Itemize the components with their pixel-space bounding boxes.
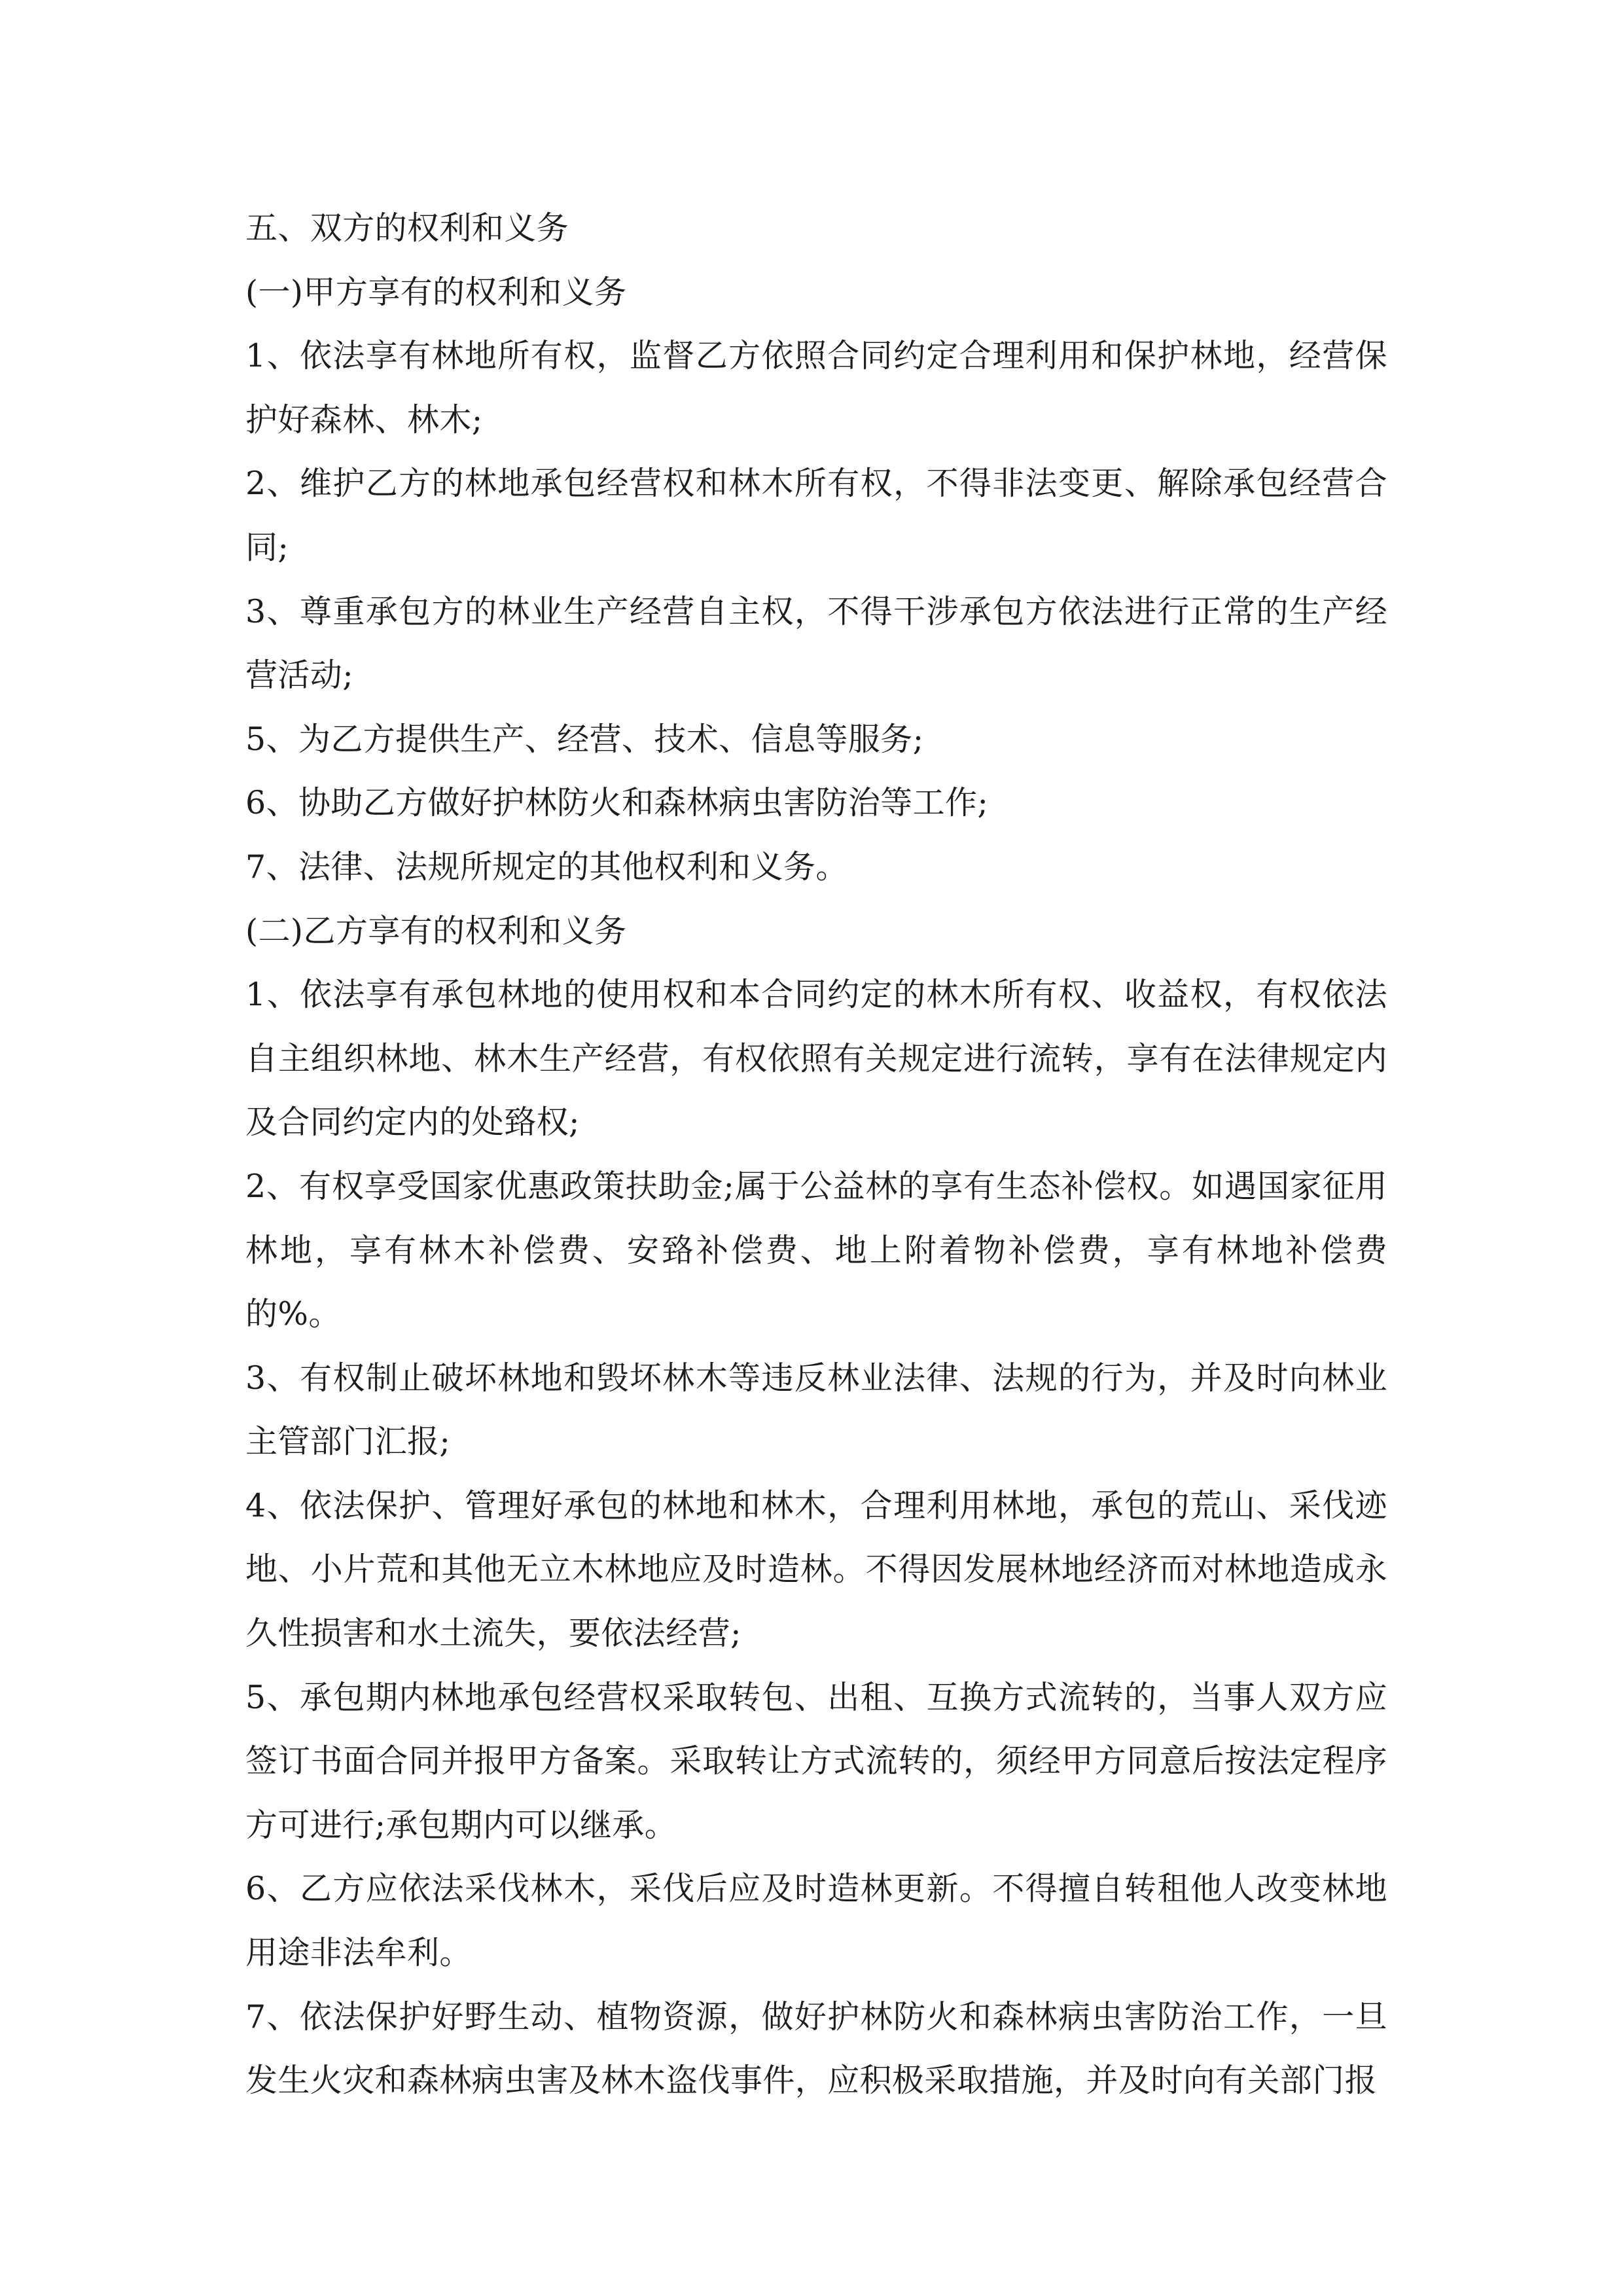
subsection-heading-party-a: (一)甲方享有的权利和义务 <box>245 273 627 311</box>
party-a-item-7: 7、法律、法规所规定的其他权利和义务。 <box>245 848 848 886</box>
party-a-item-1: 1、依法享有林地所有权，监督乙方依照合同约定合理利用和保护林地，经营保护好森林、林木; <box>245 337 1387 439</box>
party-b-item-7: 7、依法保护好野生动、植物资源，做好护林防火和森林病虫害防治工作，一旦发生火灾和森林病虫害及林木盗伐事件，应积极采取措施，并及时向有关部门报 <box>245 1998 1387 2100</box>
subsection-heading-party-b: (二)乙方享有的权利和义务 <box>245 912 627 950</box>
document-body <box>245 196 1387 2113</box>
party-a-item-5: 5、为乙方提供生产、经营、技术、信息等服务; <box>245 720 924 758</box>
party-a-item-6: 6、协助乙方做好护林防火和森林病虫害防治等工作; <box>245 784 989 822</box>
party-b-item-5: 5、承包期内林地承包经营权采取转包、出租、互换方式流转的，当事人双方应签订书面合同并报甲方备案。采取转让方式流转的，须经甲方同意后按法定程序方可进行;承包期内可以继承。 <box>245 1678 1387 1844</box>
party-a-item-2: 2、维护乙方的林地承包经营权和林木所有权，不得非法变更、解除承包经营合同; <box>245 465 1387 566</box>
party-b-item-4: 4、依法保护、管理好承包的林地和林木，合理利用林地，承包的荒山、采伐迹地、小片荒和其他无立木林地应及时造林。不得因发展林地经济而对林地造成永久性损害和水土流失，要依法经营; <box>245 1486 1387 1653</box>
party-b-item-2: 2、有权享受国家优惠政策扶助金;属于公益林的享有生态补偿权。如遇国家征用林地，享有林木补偿费、安臵补偿费、地上附着物补偿费，享有林地补偿费的%。 <box>245 1167 1387 1333</box>
section-heading: 五、双方的权利和义务 <box>245 209 569 247</box>
party-b-item-1: 1、依法享有承包林地的使用权和本合同约定的林木所有权、收益权，有权依法自主组织林地、林木生产经营，有权依照有关规定进行流转，享有在法律规定内及合同约定内的处臵权; <box>245 976 1387 1141</box>
party-b-item-3: 3、有权制止破坏林地和毁坏林木等违反林业法律、法规的行为，并及时向林业主管部门汇报; <box>245 1359 1387 1461</box>
party-b-item-6: 6、乙方应依法采伐林木，采伐后应及时造林更新。不得擅自转租他人改变林地用途非法牟利。 <box>245 1870 1387 1972</box>
party-a-item-3: 3、尊重承包方的林业生产经营自主权，不得干涉承包方依法进行正常的生产经营活动; <box>245 592 1387 694</box>
